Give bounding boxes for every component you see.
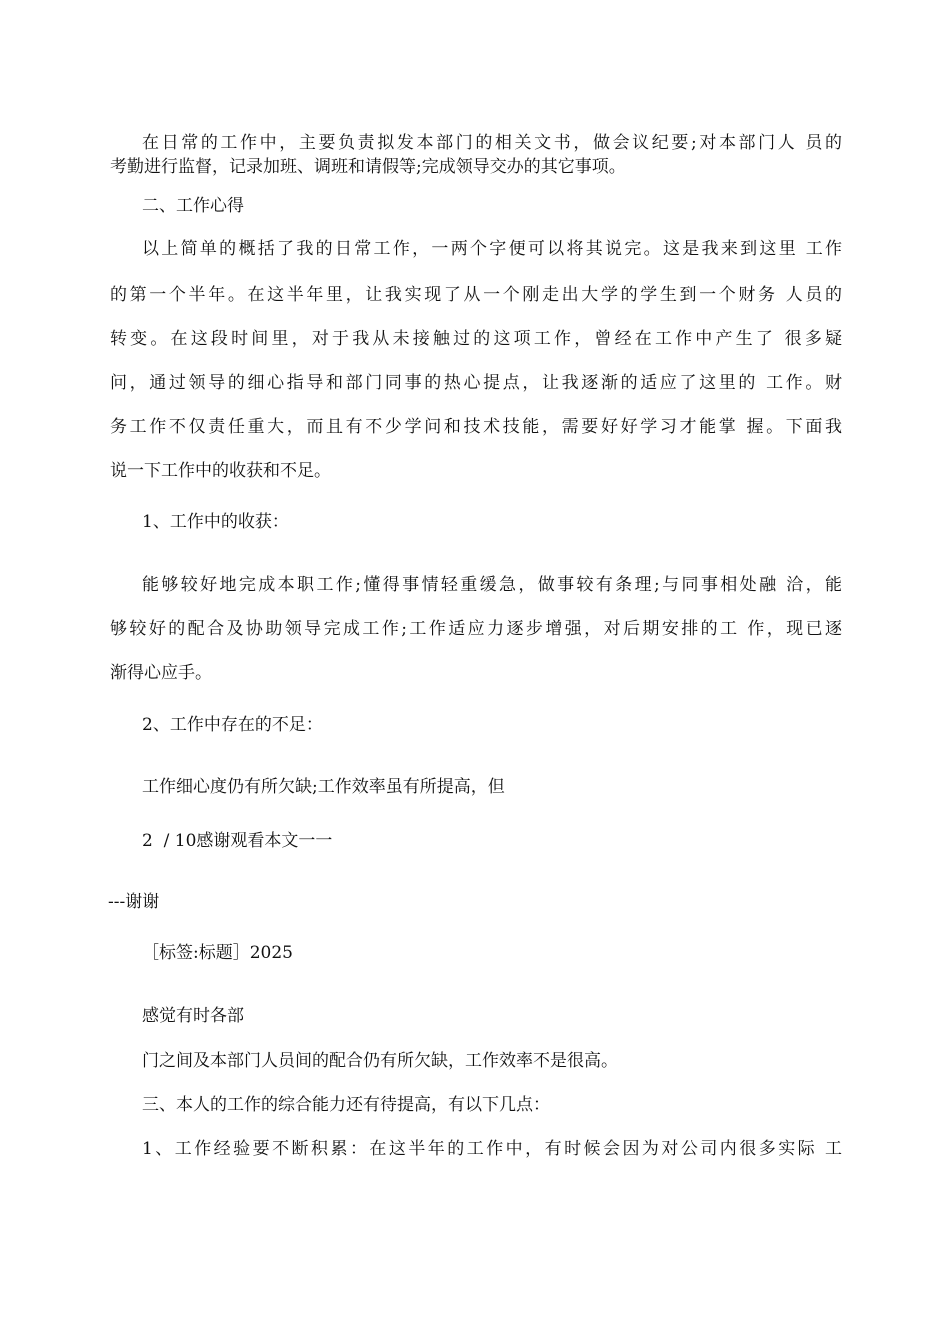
list-item: 1、工作经验要不断积累：在这半年的工作中，有时候会因为对公司内很多实际 工 — [142, 1139, 842, 1159]
thanks-line: ---谢谢 — [108, 892, 160, 912]
text-line: 以上简单的概括了我的日常工作，一两个字便可以将其说完。这是我来到这里 工作 — [142, 239, 842, 259]
text-line: 考勤进行监督，记录加班、调班和请假等;完成领导交办的其它事项。 — [110, 157, 626, 177]
text-line: 够较好的配合及协助领导完成工作;工作适应力逐步增强，对后期安排的工 作，现已逐 — [110, 619, 842, 639]
text-line: 的第一个半年。在这半年里，让我实现了从一个刚走出大学的学生到一个财务 人员的 — [110, 285, 842, 305]
section-heading-abilities: 三、本人的工作的综合能力还有待提高，有以下几点： — [142, 1095, 550, 1115]
text-line: 说一下工作中的收获和不足。 — [110, 461, 331, 481]
subheading-shortcomings: 2、工作中存在的不足： — [142, 715, 323, 735]
page-marker: 2 / 10感谢观看本文一一 — [142, 831, 333, 851]
text-line: 感觉有时各部 — [142, 1006, 244, 1026]
subheading-gains: 1、工作中的收获： — [142, 512, 289, 532]
text-line: 渐得心应手。 — [110, 663, 212, 683]
tag-line: ［标签:标题］2025 — [142, 943, 293, 963]
text-line: 问，通过领导的细心指导和部门同事的热心提点，让我逐渐的适应了这里的 工作。财 — [110, 373, 842, 393]
section-heading-work-experience: 二、工作心得 — [142, 196, 244, 216]
text-line: 门之间及本部门人员间的配合仍有所欠缺，工作效率不是很高。 — [142, 1051, 618, 1071]
text-line: 在日常的工作中，主要负责拟发本部门的相关文书，做会议纪要;对本部门人 员的 — [142, 133, 842, 153]
text-line: 务工作不仅责任重大，而且有不少学问和技术技能，需要好好学习才能掌 握。下面我 — [110, 417, 842, 437]
paragraph-shortcomings: 工作细心度仍有所欠缺;工作效率虽有所提高，但 — [142, 777, 505, 797]
text-line: 转变。在这段时间里，对于我从未接触过的这项工作，曾经在工作中产生了 很多疑 — [110, 329, 842, 349]
text-line: 能够较好地完成本职工作;懂得事情轻重缓急，做事较有条理;与同事相处融 洽，能 — [142, 575, 842, 595]
